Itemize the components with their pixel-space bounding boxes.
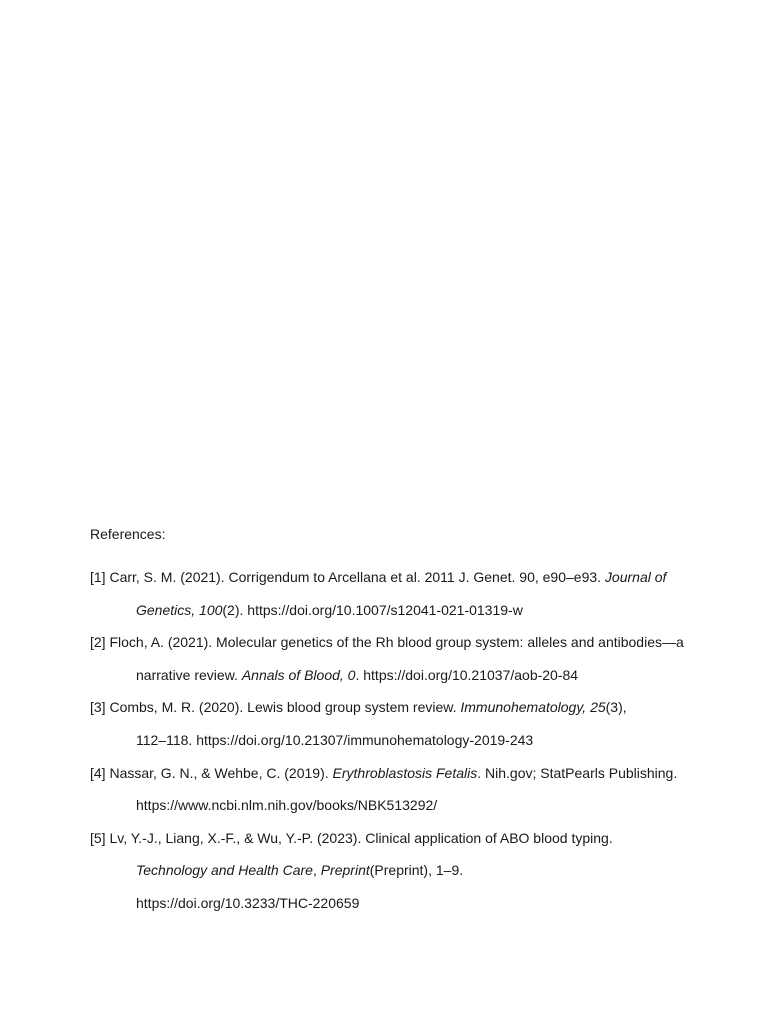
reference-text: https://www.ncbi.nlm.nih.gov/books/NBK513292/ — [136, 797, 438, 814]
reference-entry — [90, 822, 690, 920]
reference-line — [90, 789, 690, 822]
reference-text: . https://doi.org/10.21037/aob-20-84 — [355, 666, 579, 683]
reference-line — [90, 887, 690, 920]
references-heading: References: — [90, 526, 166, 542]
reference-entry — [90, 757, 690, 822]
reference-text: (2). https://doi.org/10.1007/s12041-021-01319-w — [222, 601, 523, 618]
reference-line — [90, 724, 690, 757]
reference-line — [90, 594, 690, 627]
reference-text: , — [312, 862, 321, 879]
reference-italic-text: Annals of Blood, 0 — [241, 666, 356, 683]
reference-line — [90, 854, 690, 887]
references-section — [90, 523, 690, 920]
reference-line — [90, 757, 690, 790]
reference-text: [5] Lv, Y.-J., Liang, X.-F., & Wu, Y.-P. (2023). Clinical application of ABO blood typing. — [90, 829, 613, 846]
reference-text: narrative review. — [136, 666, 242, 683]
reference-entry — [90, 626, 690, 691]
reference-italic-text: Journal of — [604, 569, 667, 585]
reference-italic-text: Erythroblastosis Fetalis — [332, 764, 478, 781]
reference-text: (Preprint), 1–9. — [369, 862, 464, 879]
reference-italic-text: Immunohematology, 25 — [460, 699, 606, 716]
reference-text: [4] Nassar, G. N., & Wehbe, C. (2019). — [90, 764, 333, 781]
reference-entry — [90, 561, 690, 626]
reference-text: (3), — [605, 699, 627, 716]
reference-italic-text: Preprint — [320, 862, 370, 879]
reference-text: [3] Combs, M. R. (2020). Lewis blood group system review. — [90, 699, 461, 716]
reference-italic-text: Technology and Health Care — [136, 862, 313, 879]
reference-text: 112–118. https://doi.org/10.21307/immunohematology-2019-243 — [136, 731, 534, 748]
reference-text: . Nih.gov; StatPearls Publishing. — [477, 764, 678, 781]
reference-line — [90, 561, 690, 594]
reference-text: [2] Floch, A. (2021). Molecular genetics of the Rh blood group system: alleles and antibodies—a — [90, 634, 684, 651]
reference-line — [90, 691, 690, 724]
reference-line — [90, 626, 690, 659]
reference-text: [1] Carr, S. M. (2021). Corrigendum to Arcellana et al. 2011 J. Genet. 90, e90–e93. — [90, 569, 605, 585]
reference-text: https://doi.org/10.3233/THC-220659 — [136, 894, 360, 911]
reference-entry — [90, 691, 690, 756]
reference-line — [90, 659, 690, 692]
reference-line — [90, 822, 690, 855]
reference-italic-text: Genetics, 100 — [136, 601, 223, 618]
reference-list — [90, 561, 690, 920]
